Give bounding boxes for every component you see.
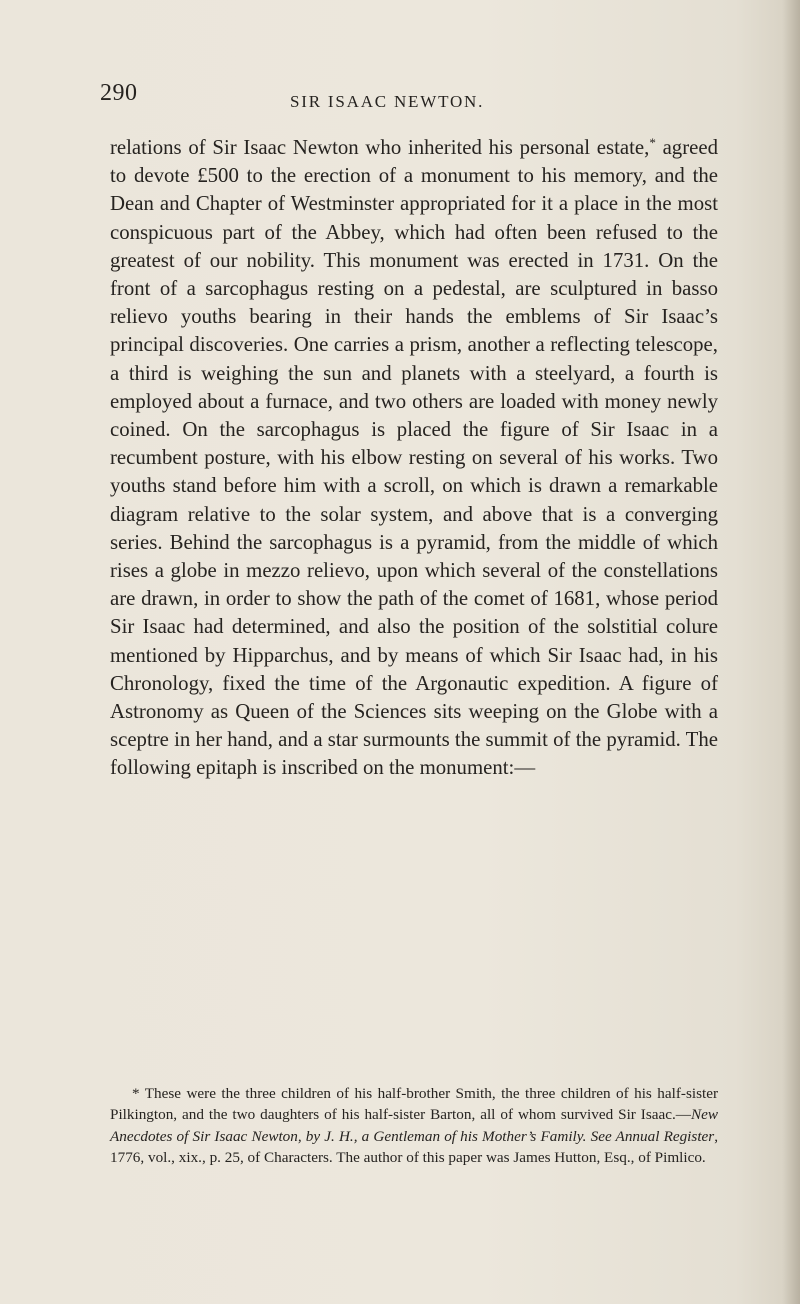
running-head: [100, 80, 800, 120]
footnote-marker: *: [132, 1085, 145, 1102]
body-text-part2: agreed to devote £500 to the erection of a monument to his memory, and the Dean and Chapter of Westminster appropriated for it a place in the most conspicuous part of the Abbey, which had often been refused to the greatest of our nobility. This monument was erected in 1731. On the front of a sarcophagus resting on a pedestal, are sculptured in basso relievo youths bearing in their hands the emblems of Sir Isaac’s principal discoveries. One carries a prism, another a reflecting telescope, a third is weighing the sun and planets with a steelyard, a fourth is employed about a furnace, and two others are loaded with money newly coined. On the sarcophagus is placed the figure of Sir Isaac in a recumbent posture, with his elbow resting on several of his works. Two youths stand before him with a scroll, on which is drawn a remarkable diagram relative to the solar system, and above that is a converging series. Behind the sarcophagus is a pyramid, from the middle of which rises a globe in mezzo relievo, upon which several of the constellations are drawn, in order to show the path of the comet of 1681, whose period Sir Isaac had determined, and also the position of the solstitial colure mentioned by Hipparchus, and by means of which Sir Isaac had, in his Chronology, fixed the time of the Argonautic expedition. A figure of Astronomy as Queen of the Sciences sits weeping on the Globe with a sceptre in her hand, and a star surmounts the summit of the pyramid. The following epitaph is inscribed on the monument:—: [110, 136, 718, 780]
page-number: 290: [100, 80, 138, 106]
footnote-text-a: These were the three children of his half-brother Smith, the three children of his half-sister Pilkington, and the two daughters of his half-sister Barton, all of whom survived Sir Isaac.—: [110, 1085, 719, 1124]
footnote-citation-italic: New Anecdotes of Sir Isaac Newton, by J. H., a Gentleman of his Mother’s Family. See Annual Register: [110, 1106, 718, 1145]
footnote: [110, 1083, 718, 1168]
running-title: SIR ISAAC NEWTON.: [290, 92, 485, 111]
page-edge-shadow: [782, 0, 800, 1304]
body-text-part1: relations of Sir Isaac Newton who inherited his personal estate,: [110, 136, 650, 159]
body-paragraph: [110, 134, 718, 783]
footnote-reference[interactable]: *: [649, 135, 656, 150]
footnote-text-b: , 1776, vol., xix., p. 25, of Characters. The author of this paper was James Hutton, Esq., of Pimlico.: [110, 1127, 718, 1166]
